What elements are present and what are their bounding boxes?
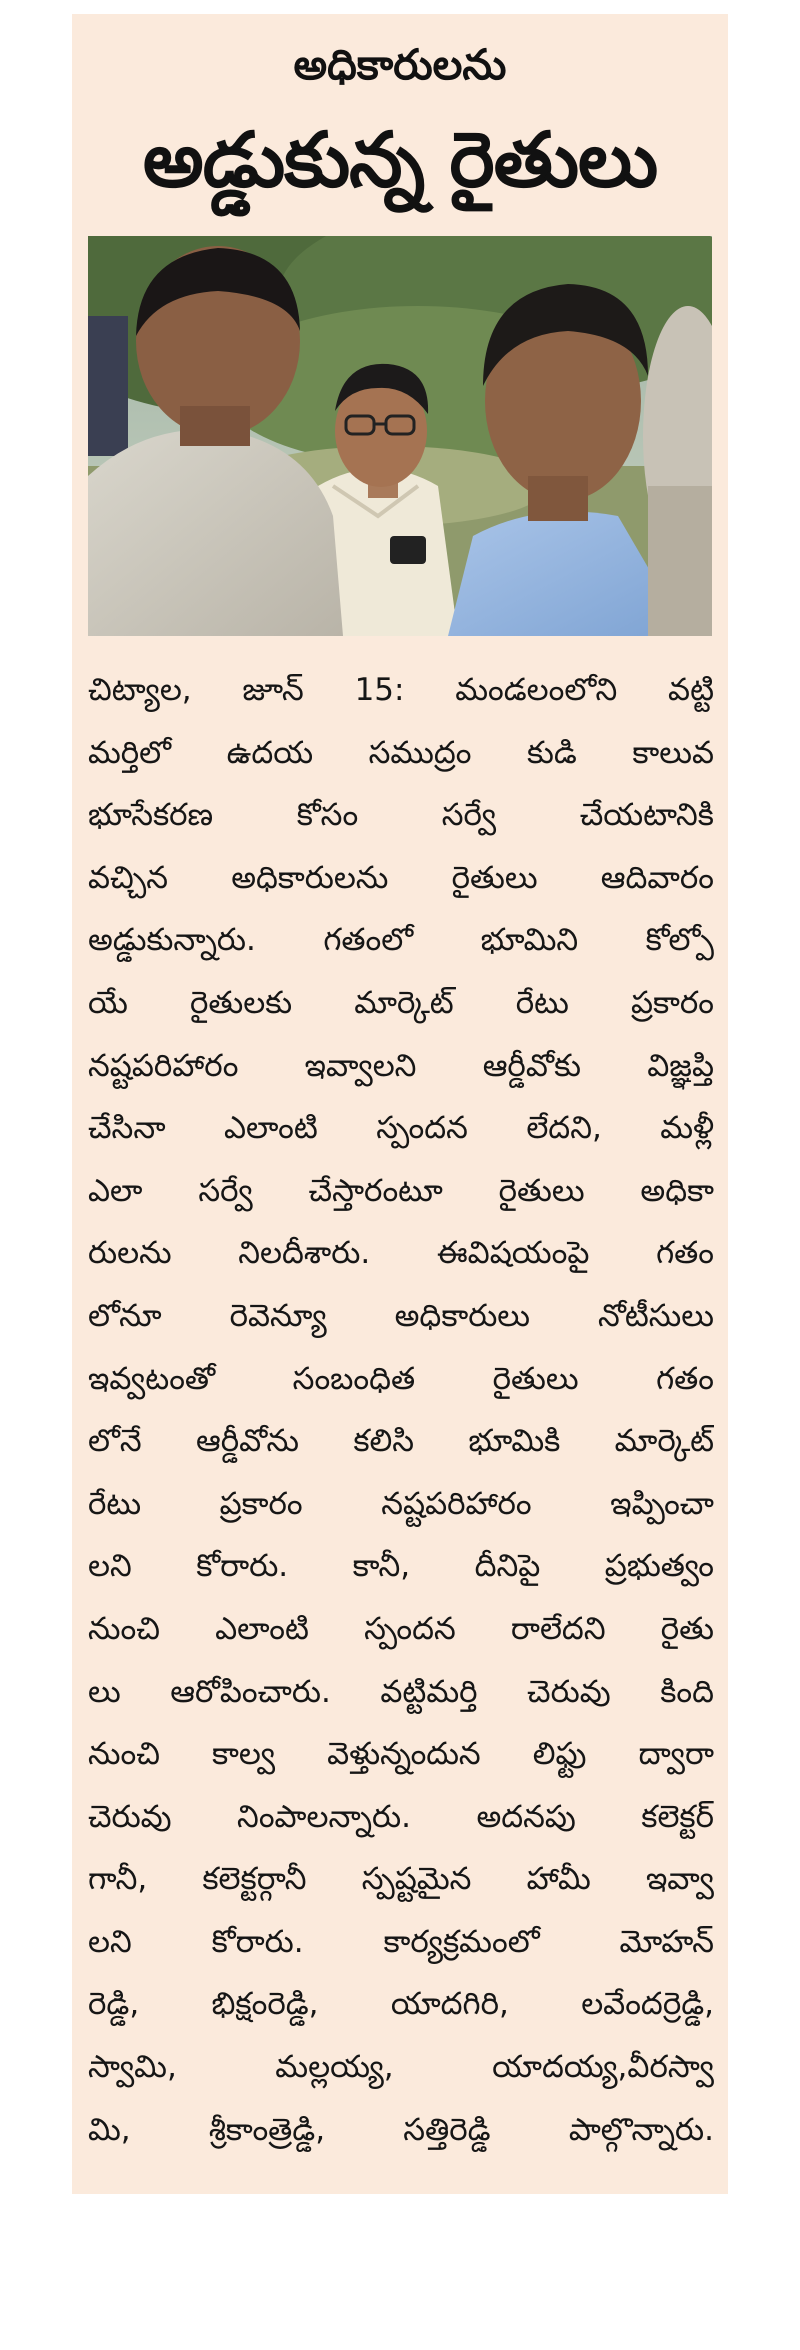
body-line: నష్టపరిహారం ఇవ్వాలని ఆర్డీవోకు విజ్ఞప్తి <box>88 1047 714 1084</box>
article-kicker: అధికారులను <box>293 40 507 89</box>
body-line: చేసినా ఎలాంటి స్పందన లేదని, మళ్లీ <box>88 1110 714 1147</box>
body-line: రెడ్డి, భిక్షంరెడ్డి, యాదగిరి, లవేందర్రెడ్డి, <box>88 1986 714 2023</box>
body-line: అడ్డుకున్నారు. గతంలో భూమిని కోల్పో <box>88 922 714 959</box>
body-line: లు ఆరోపించారు. వట్టిమర్తి చెరువు కింది <box>88 1673 714 1710</box>
body-line: లోనే ఆర్డీవోను కలిసి భూమికి మార్కెట్ <box>88 1423 714 1460</box>
news-clipping <box>72 14 728 2194</box>
body-line: రులను నిలదీశారు. ఈవిషయంపై గతం <box>88 1235 714 1272</box>
article-body <box>88 659 714 2161</box>
body-line: నుంచి కాల్వ వెళ్తున్నందున లిఫ్టు ద్వారా <box>88 1736 714 1773</box>
body-line: చెరువు నింపాలన్నారు. అదనపు కలెక్టర్ <box>88 1798 714 1835</box>
body-line: నుంచి ఎలాంటి స్పందన రాలేదని రైతు <box>88 1610 714 1647</box>
body-line: భూసేకరణ కోసం సర్వే చేయటానికి <box>88 797 714 834</box>
body-line: మి, శ్రీకాంత్రెడ్డి, సత్తిరెడ్డి పాల్గొన్నారు. <box>88 2111 714 2148</box>
body-line: లని కోరారు. కార్యక్రమంలో మోహన్ <box>88 1923 714 1960</box>
body-line: లని కోరారు. కానీ, దీనిపై ప్రభుత్వం <box>88 1548 714 1585</box>
body-line: స్వామి, మల్లయ్య, యాదయ్య,వీరస్వా <box>88 2049 714 2086</box>
article-headline: అడ్డుకున్న రైతులు <box>142 115 658 204</box>
body-line: వచ్చిన అధికారులను రైతులు ఆదివారం <box>88 859 714 896</box>
body-line: రేటు ప్రకారం నష్టపరిహారం ఇప్పించా <box>88 1485 714 1522</box>
body-line: యే రైతులకు మార్కెట్ రేటు ప్రకారం <box>88 984 714 1021</box>
body-line: చిట్యాల, జూన్ 15: మండలంలోని వట్టి <box>88 672 714 708</box>
body-line: ఇవ్వటంతో సంబంధిత రైతులు గతం <box>88 1360 714 1397</box>
body-line: మర్తిలో ఉదయ సముద్రం కుడి కాలువ <box>88 734 714 771</box>
body-line: లోనూ రెవెన్యూ అధికారులు నోటీసులు <box>88 1297 714 1334</box>
news-photo <box>88 236 712 636</box>
body-line: గానీ, కలెక్టర్గానీ స్పష్టమైన హామీ ఇవ్వా <box>88 1861 714 1898</box>
body-line: ఎలా సర్వే చేస్తారంటూ రైతులు అధికా <box>88 1172 714 1209</box>
